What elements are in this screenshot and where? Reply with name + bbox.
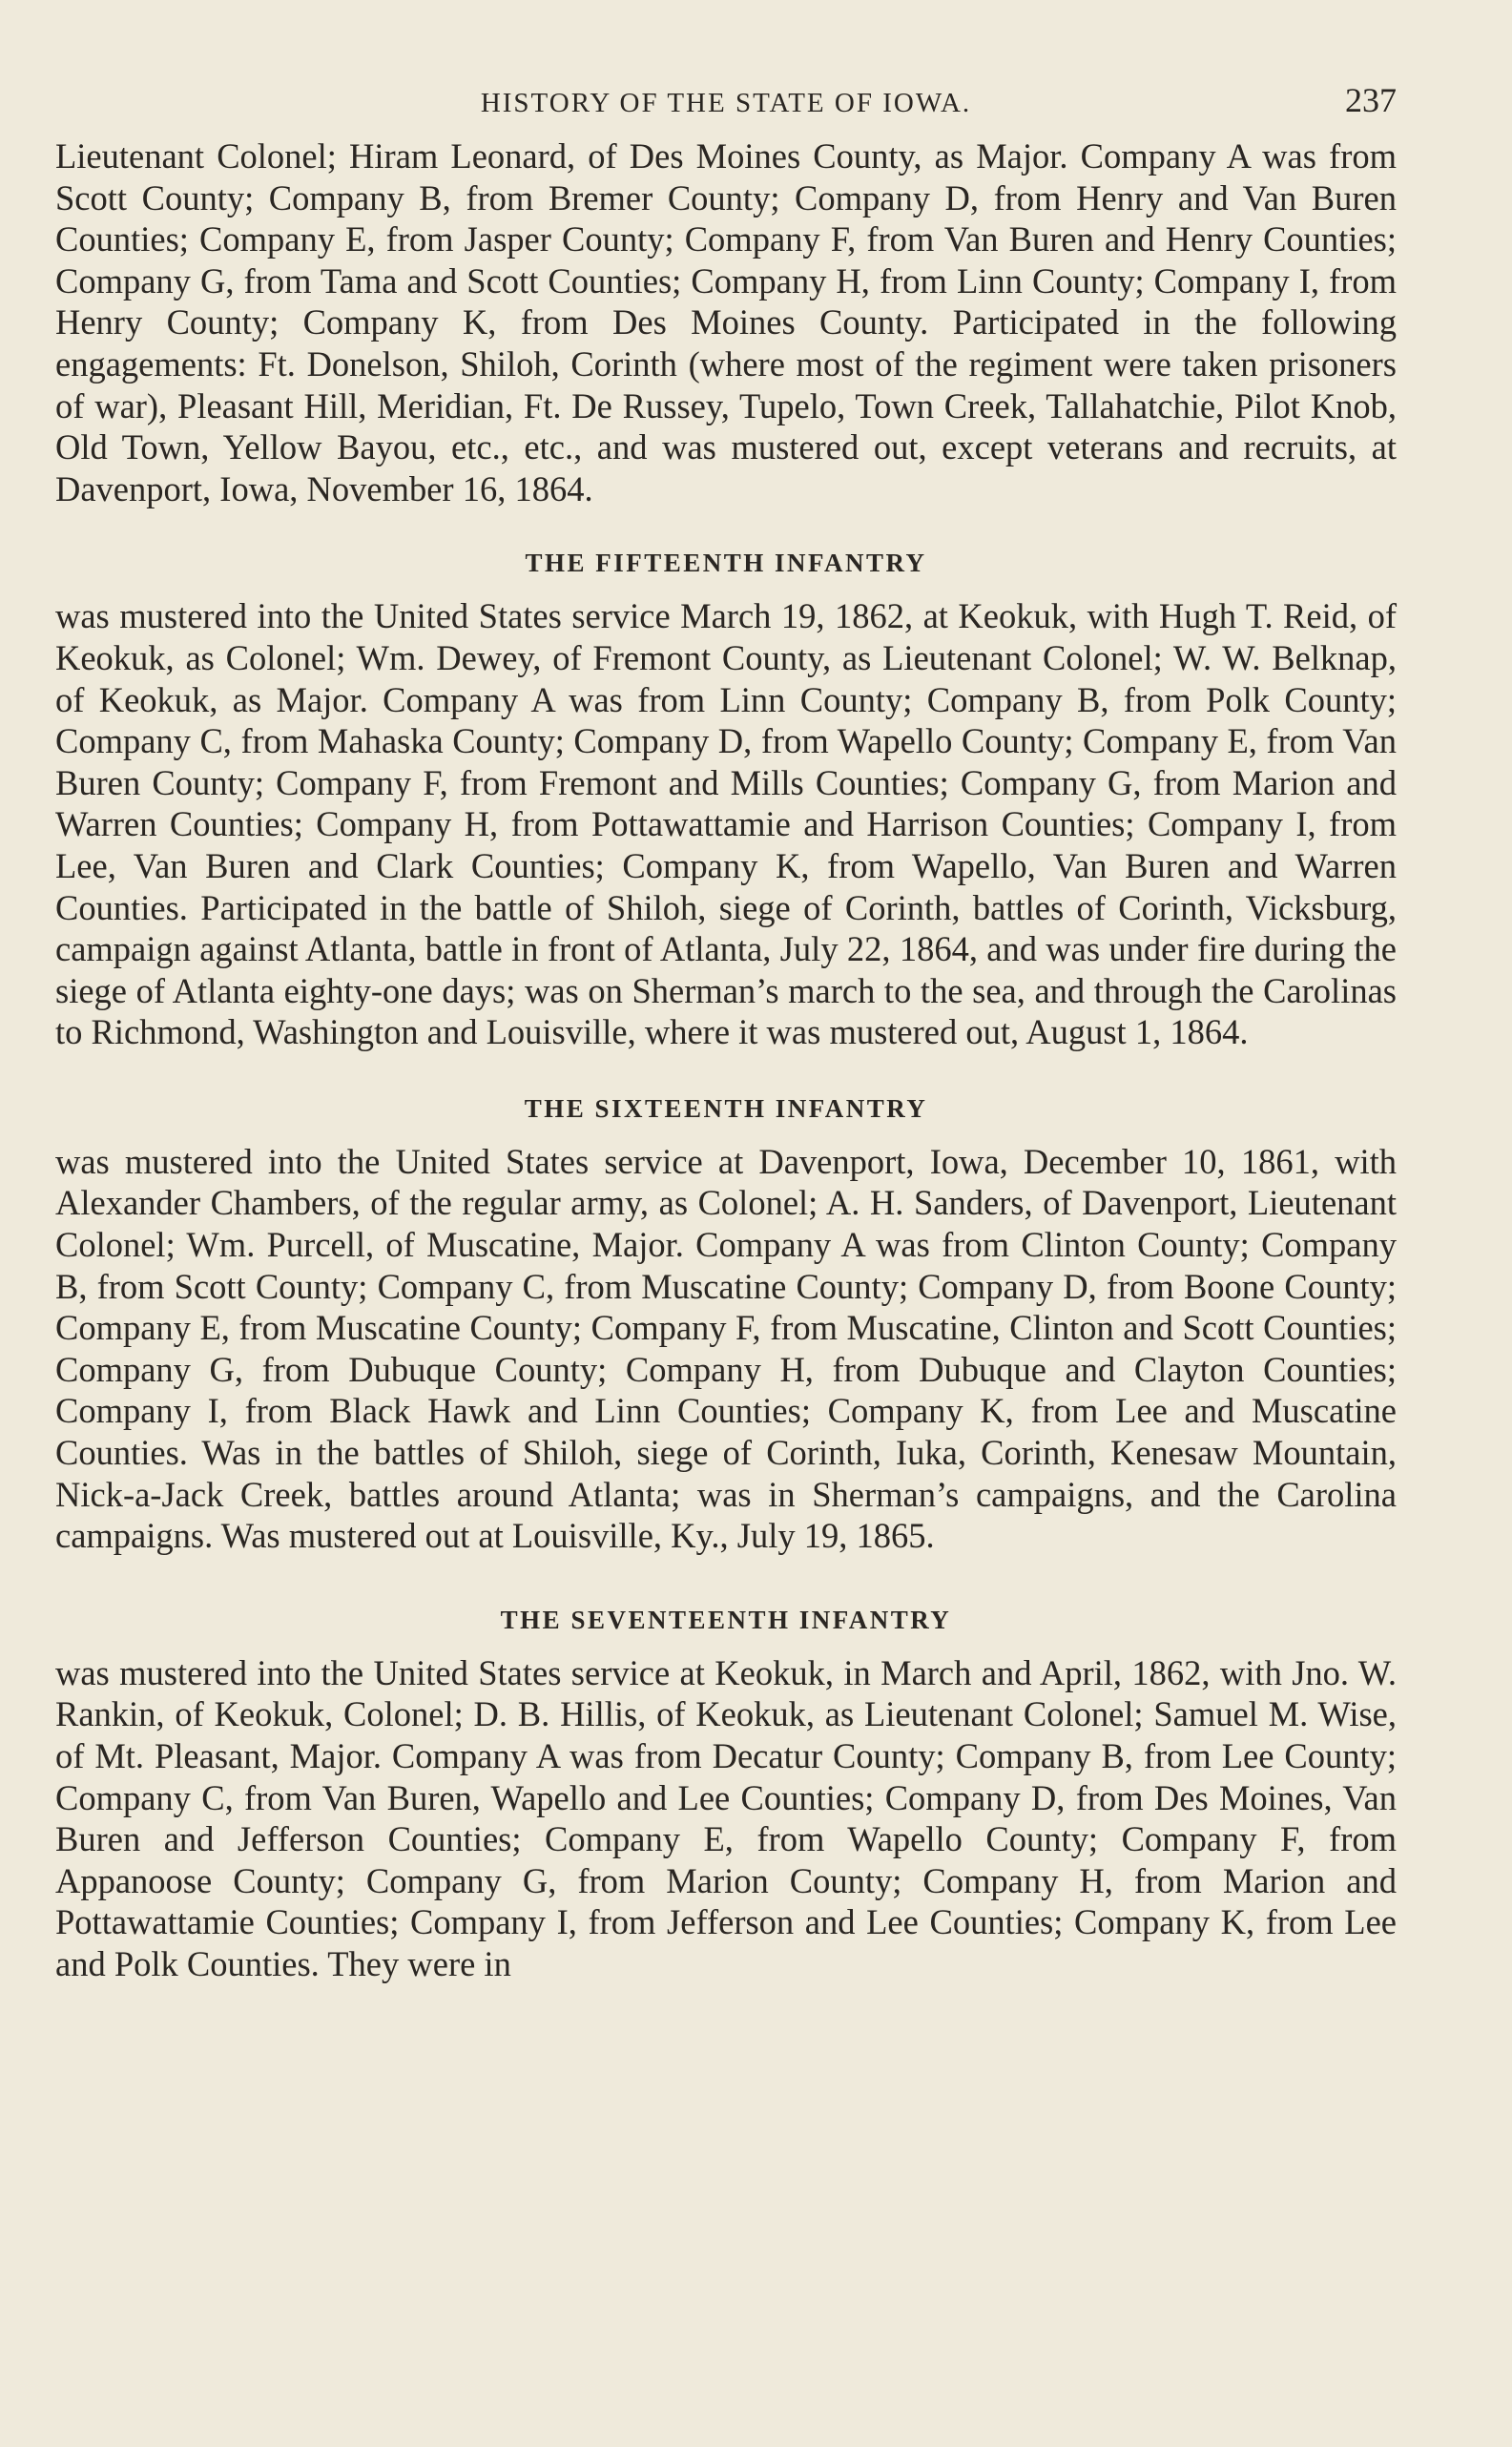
page-number: 237	[1345, 81, 1397, 119]
heading-seventeenth-infantry: THE SEVENTEENTH INFANTRY	[500, 1605, 952, 1634]
paragraph-sixteenth-infantry: was mustered into the United States service at Davenport, Iowa, December 10, 1861, with Alexander Chambers, of the regular army, as Colonel; A. H. Sanders, of Davenport, Lieutenant Colonel; Wm. Purcell, of Muscatine, Major. Company A was from Clinton County; Company B, from Scott County; Company C, from Muscatine County; Company D, from Boone County; Company E, from Muscatine County; Company F, from Muscatine, Clinton and Scott Counties; Company G, from Dubuque County; Company H, from Dubuque and Clayton Counties; Company I, from Black Hawk and Linn Counties; Company K, from Lee and Muscatine Counties. Was in the battles of Shiloh, siege of Corinth, Iuka, Corinth, Kenesaw Mountain, Nick-a-Jack Creek, battles around Atlanta; was in Sherman’s campaigns, and the Carolina campaigns. Was mustered out at Louisville, Ky., July 19, 1865.	[55, 1141, 1397, 1556]
paragraph-fifteenth-infantry: was mustered into the United States service March 19, 1862, at Keokuk, with Hugh T. Reid, of Keokuk, as Colonel; Wm. Dewey, of Fremont County, as Lieutenant Colonel; W. W. Belknap, of Keokuk, as Major. Company A was from Linn County; Company B, from Polk County; Company C, from Mahaska County; Company D, from Wapello County; Company E, from Van Buren County; Company F, from Fremont and Mills Counties; Company G, from Marion and Warren Counties; Company H, from Pottawattamie and Harrison Counties; Company I, from Lee, Van Buren and Clark Counties; Company K, from Wapello, Van Buren and Warren Counties. Participated in the battle of Shiloh, siege of Corinth, battles of Corinth, Vicksburg, campaign against Atlanta, battle in front of Atlanta, July 22, 1864, and was under fire during the siege of Atlanta eighty-one days; was on Sherman’s march to the sea, and through the Carolinas to Richmond, Washington and Louisville, where it was mustered out, August 1, 1864.	[55, 596, 1397, 1052]
paragraph-seventeenth-infantry: was mustered into the United States service at Keokuk, in March and April, 1862, with Jno. W. Rankin, of Keokuk, Colonel; D. B. Hillis, of Keokuk, as Lieutenant Colonel; Samuel M. Wise, of Mt. Pleasant, Major. Company A was from Decatur County; Company B, from Lee County; Company C, from Van Buren, Wapello and Lee Counties; Company D, from Des Moines, Van Buren and Jefferson Counties; Company E, from Wapello County; Company F, from Appanoose County; Company G, from Marion County; Company H, from Marion and Pottawattamie Counties; Company I, from Jefferson and Lee Counties; Company K, from Lee and Polk Counties. They were in	[55, 1652, 1397, 1983]
paragraph-fourteenth-infantry-continued: Lieutenant Colonel; Hiram Leonard, of Des Moines County, as Major. Company A was from Scott County; Company B, from Bremer County; Company D, from Henry and Van Buren Counties; Company E, from Jasper County; Company F, from Van Buren and Henry Counties; Company G, from Tama and Scott Counties; Company H, from Linn County; Company I, from Henry County; Company K, from Des Moines County. Participated in the following engagements: Ft. Donelson, Shiloh, Corinth (where most of the regiment were taken prisoners of war), Pleasant Hill, Meridian, Ft. De Russey, Tupelo, Town Creek, Tallahatchie, Pilot Knob, Old Town, Yellow Bayou, etc., etc., and was mustered out, except veterans and recruits, at Davenport, Iowa, November 16, 1864.	[55, 136, 1397, 508]
book-page	[55, 78, 1397, 1985]
heading-fifteenth-infantry: THE FIFTEENTH INFANTRY	[525, 549, 927, 578]
running-title: HISTORY OF THE STATE OF IOWA.	[480, 88, 972, 118]
heading-sixteenth-infantry: THE SIXTEENTH INFANTRY	[524, 1093, 928, 1123]
running-head	[55, 78, 1397, 135]
